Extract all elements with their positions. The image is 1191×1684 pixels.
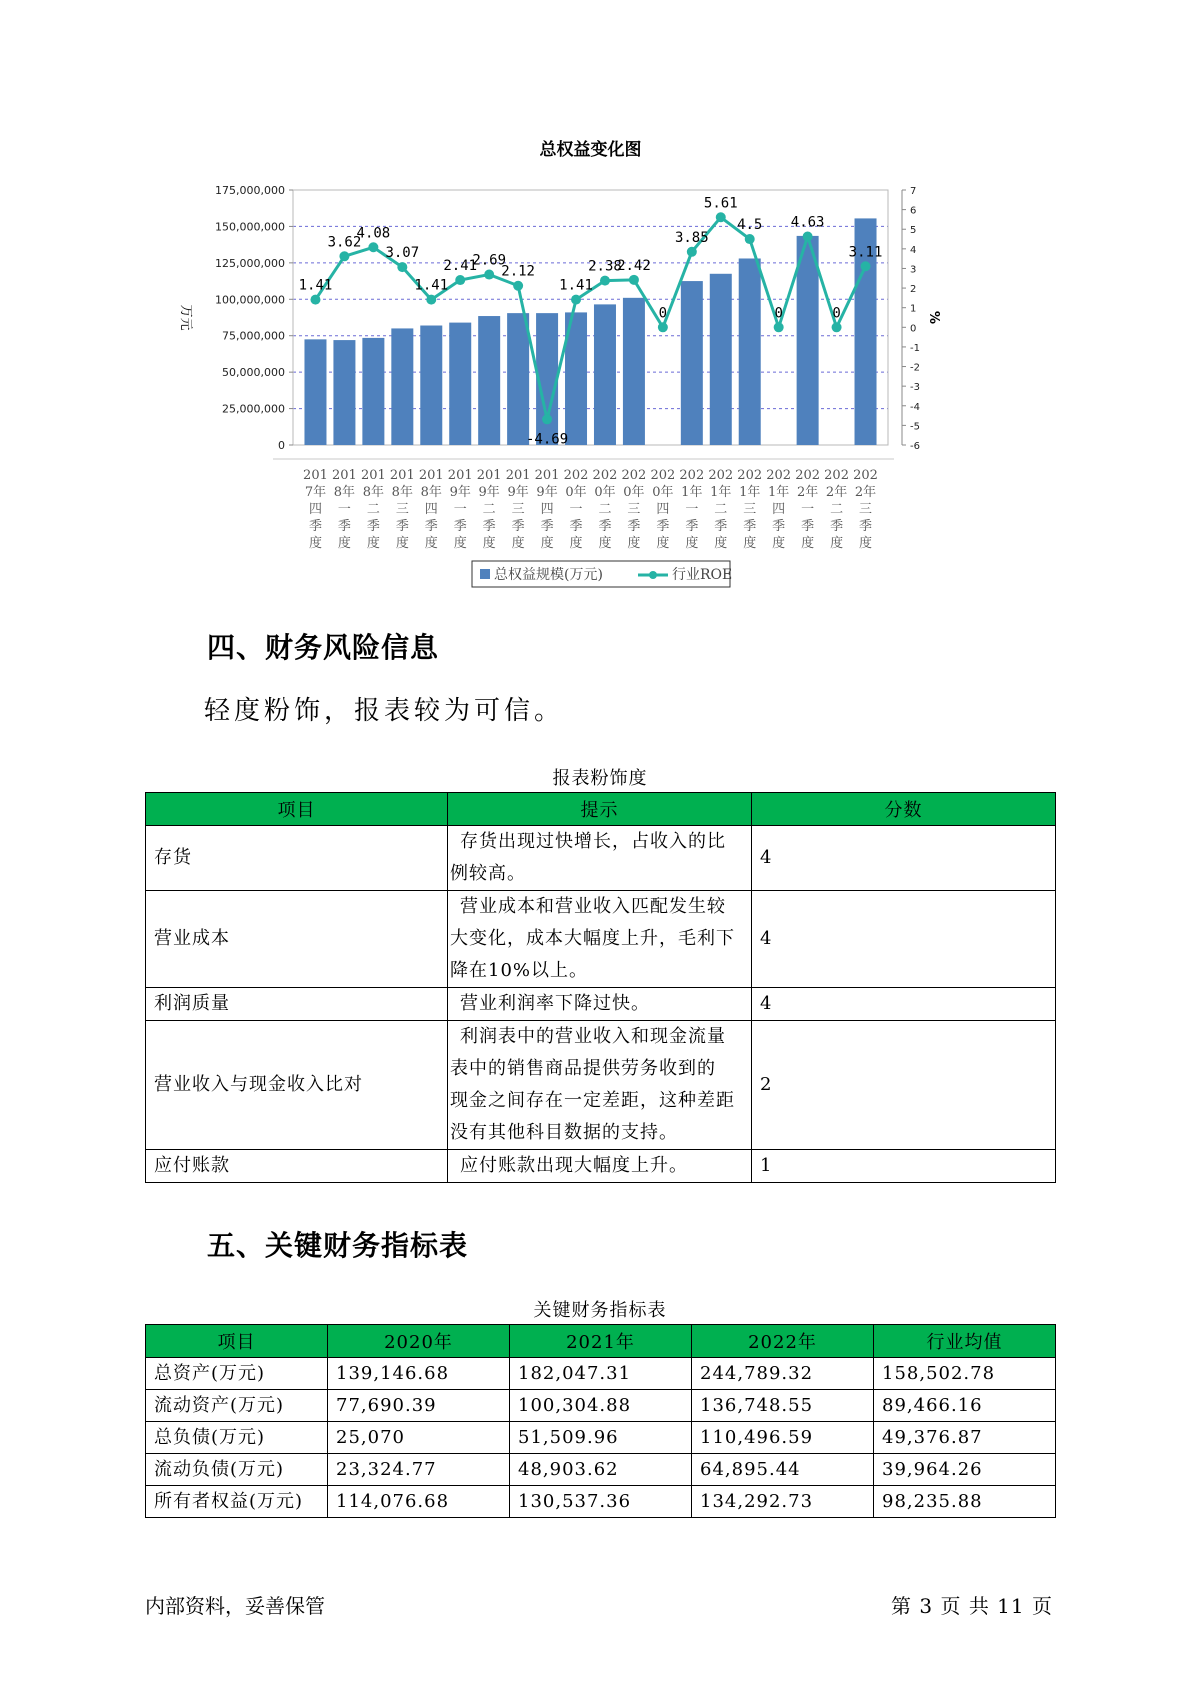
kpi-table bbox=[145, 1324, 1056, 1518]
x-tick-label: 202 bbox=[824, 468, 849, 483]
risk-item: 应付账款 bbox=[146, 1150, 448, 1183]
roe-point bbox=[629, 275, 639, 285]
roe-data-label: 2.69 bbox=[472, 252, 507, 269]
x-tick-label: 季 bbox=[453, 519, 467, 534]
kpi-row bbox=[146, 1358, 1056, 1390]
roe-data-label: 0 bbox=[832, 305, 841, 322]
y-tick-label: 100,000,000 bbox=[215, 293, 285, 307]
x-tick-label: 202 bbox=[592, 468, 618, 483]
kpi-cell: 182,047.31 bbox=[510, 1358, 692, 1390]
kpi-cell: 139,146.68 bbox=[328, 1358, 510, 1390]
risk-table-caption: 报表粉饰度 bbox=[552, 768, 648, 789]
roe-point bbox=[368, 242, 378, 252]
x-tick-label: 2年 bbox=[854, 485, 877, 500]
kpi-cell: 114,076.68 bbox=[328, 1486, 510, 1518]
kpi-cell: 136,748.55 bbox=[692, 1390, 874, 1422]
risk-score: 1 bbox=[752, 1150, 1056, 1183]
equity-bar bbox=[797, 236, 819, 445]
kpi-cell: 48,903.62 bbox=[510, 1454, 692, 1486]
risk-item: 存货 bbox=[146, 826, 448, 891]
kpi-cell: 244,789.32 bbox=[692, 1358, 874, 1390]
roe-point bbox=[600, 276, 610, 286]
roe-point bbox=[397, 262, 407, 272]
y-axis-label: 万元 bbox=[178, 304, 193, 331]
x-tick-label: 0年 bbox=[594, 485, 616, 500]
x-tick-label: 度 bbox=[772, 536, 786, 551]
kpi-cell: 89,466.16 bbox=[874, 1390, 1056, 1422]
legend-line-marker bbox=[649, 571, 657, 579]
risk-row bbox=[146, 891, 1056, 988]
risk-tip-line: 营业利润率下降过快。 bbox=[460, 993, 650, 1014]
x-tick-label: 201 bbox=[332, 468, 357, 483]
kpi-cell: 130,537.36 bbox=[510, 1486, 692, 1518]
roe-point bbox=[803, 231, 813, 241]
kpi-cell: 流动资产(万元) bbox=[146, 1390, 328, 1422]
kpi-cell: 39,964.26 bbox=[874, 1454, 1056, 1486]
kpi-table-caption: 关键财务指标表 bbox=[533, 1300, 667, 1321]
x-tick-label: 0年 bbox=[623, 485, 645, 500]
x-tick-label: 201 bbox=[418, 468, 444, 483]
x-tick-label: 度 bbox=[366, 536, 380, 551]
x-tick-label: 四 bbox=[656, 502, 670, 517]
x-tick-label: 度 bbox=[714, 536, 728, 551]
y2-tick-label: -6 bbox=[910, 441, 920, 452]
x-tick-label: 季 bbox=[308, 519, 322, 534]
x-tick-label: 季 bbox=[772, 519, 786, 534]
risk-tip-line: 没有其他科目数据的支持。 bbox=[450, 1122, 678, 1143]
kpi-cell: 98,235.88 bbox=[874, 1486, 1056, 1518]
risk-item: 营业成本 bbox=[146, 891, 448, 988]
roe-data-label: 5.61 bbox=[703, 195, 738, 212]
x-tick-label: 季 bbox=[598, 519, 612, 534]
x-tick-label: 一 bbox=[685, 502, 699, 517]
roe-data-label: 3.85 bbox=[674, 229, 709, 246]
risk-score: 2 bbox=[752, 1021, 1056, 1150]
x-tick-label: 四 bbox=[540, 502, 554, 517]
x-tick-label: 三 bbox=[395, 502, 409, 517]
kpi-header-cell: 行业均值 bbox=[874, 1325, 1056, 1358]
roe-data-label: 4.08 bbox=[356, 225, 391, 242]
x-tick-label: 二 bbox=[482, 502, 496, 517]
x-tick-label: 季 bbox=[366, 519, 380, 534]
roe-point bbox=[774, 322, 784, 332]
y2-tick-label: 3 bbox=[910, 264, 917, 276]
roe-point bbox=[513, 281, 523, 291]
x-tick-label: 度 bbox=[801, 536, 815, 551]
roe-point bbox=[484, 270, 494, 280]
x-tick-label: 2年 bbox=[796, 485, 819, 500]
y2-tick-label: 4 bbox=[910, 244, 917, 256]
roe-data-label: 2.41 bbox=[443, 258, 478, 275]
x-tick-label: 度 bbox=[830, 536, 844, 551]
risk-row bbox=[146, 1150, 1056, 1183]
x-tick-label: 9年 bbox=[536, 485, 558, 500]
x-tick-label: 度 bbox=[540, 536, 554, 551]
equity-bar bbox=[710, 274, 732, 445]
risk-score: 4 bbox=[752, 891, 1056, 988]
x-tick-label: 三 bbox=[859, 502, 873, 517]
x-tick-label: 201 bbox=[534, 468, 560, 483]
x-tick-label: 三 bbox=[511, 502, 525, 517]
equity-bar bbox=[304, 339, 326, 445]
y-tick-label: 125,000,000 bbox=[215, 256, 285, 270]
x-tick-label: 201 bbox=[360, 468, 386, 483]
x-tick-label: 202 bbox=[708, 468, 734, 483]
kpi-table-header bbox=[146, 1325, 1056, 1358]
y2-tick-label: -5 bbox=[910, 421, 920, 433]
x-tick-label: 9年 bbox=[478, 485, 500, 500]
x-tick-label: 一 bbox=[453, 502, 467, 517]
y2-tick-label: 7 bbox=[910, 186, 917, 197]
x-tick-label: 202 bbox=[650, 468, 676, 483]
x-tick-label: 度 bbox=[598, 536, 612, 551]
footer-note: 内部资料，妥善保管 bbox=[145, 1594, 325, 1618]
x-tick-label: 度 bbox=[627, 536, 641, 551]
risk-tip-line: 现金之间存在一定差距，这种差距 bbox=[450, 1090, 735, 1111]
x-tick-label: 1年 bbox=[768, 485, 790, 500]
kpi-row bbox=[146, 1422, 1056, 1454]
x-tick-label: 季 bbox=[859, 519, 873, 534]
roe-point bbox=[339, 251, 349, 261]
x-tick-label: 1年 bbox=[739, 485, 761, 500]
equity-bar bbox=[594, 304, 616, 445]
roe-data-label: 4.5 bbox=[737, 217, 763, 234]
x-tick-label: 8年 bbox=[333, 485, 356, 500]
risk-tip-line: 存货出现过快增长，占收入的比 bbox=[460, 831, 726, 852]
x-tick-label: 三 bbox=[743, 502, 757, 517]
y2-tick-label: 0 bbox=[910, 323, 917, 335]
roe-data-label: 1.41 bbox=[559, 277, 593, 294]
x-tick-label: 季 bbox=[627, 519, 641, 534]
x-tick-label: 9年 bbox=[507, 485, 529, 500]
x-tick-label: 四 bbox=[308, 502, 322, 517]
x-tick-label: 四 bbox=[424, 502, 438, 517]
roe-point bbox=[455, 275, 465, 285]
risk-tip-line: 降在10%以上。 bbox=[450, 960, 589, 981]
section-4-heading: 四、财务风险信息 bbox=[207, 631, 440, 664]
roe-data-label: 0 bbox=[658, 305, 668, 322]
roe-point bbox=[426, 295, 436, 305]
x-tick-label: 8年 bbox=[362, 485, 385, 500]
legend-bar-swatch bbox=[480, 569, 490, 579]
risk-tip-line: 大变化，成本大幅度上升，毛利下 bbox=[450, 928, 735, 949]
x-tick-label: 二 bbox=[598, 502, 612, 517]
risk-row bbox=[146, 1021, 1056, 1150]
x-tick-label: 2年 bbox=[825, 485, 848, 500]
x-tick-label: 季 bbox=[482, 519, 496, 534]
equity-bar bbox=[478, 316, 500, 445]
risk-row bbox=[146, 826, 1056, 891]
risk-tip bbox=[448, 988, 752, 1021]
kpi-cell: 所有者权益(万元) bbox=[146, 1486, 328, 1518]
risk-score: 4 bbox=[752, 826, 1056, 891]
risk-table bbox=[145, 792, 1056, 1183]
x-tick-label: 202 bbox=[679, 468, 705, 483]
roe-point bbox=[658, 322, 668, 332]
x-tick-label: 度 bbox=[743, 536, 757, 551]
x-tick-label: 四 bbox=[772, 502, 786, 517]
x-tick-label: 季 bbox=[395, 519, 409, 534]
risk-row bbox=[146, 988, 1056, 1021]
x-tick-label: 9年 bbox=[449, 485, 471, 500]
legend-bar-label: 总权益规模(万元) bbox=[494, 567, 603, 583]
risk-tip-line: 利润表中的营业收入和现金流量 bbox=[460, 1026, 726, 1047]
risk-tip-line: 表中的销售商品提供劳务收到的 bbox=[450, 1058, 716, 1079]
x-tick-label: 8年 bbox=[391, 485, 413, 500]
x-tick-label: 202 bbox=[737, 468, 763, 483]
roe-data-label: 3.11 bbox=[848, 244, 883, 261]
header-item: 项目 bbox=[146, 793, 448, 826]
risk-item: 利润质量 bbox=[146, 988, 448, 1021]
x-tick-label: 202 bbox=[795, 468, 821, 483]
x-tick-label: 季 bbox=[801, 519, 815, 534]
x-tick-label: 201 bbox=[447, 468, 473, 483]
y2-axis-label: % bbox=[926, 310, 941, 325]
roe-point bbox=[687, 247, 697, 257]
kpi-row bbox=[146, 1454, 1056, 1486]
equity-bar bbox=[391, 328, 413, 445]
section-4-body: 轻度粉饰，报表较为可信。 bbox=[204, 696, 565, 726]
kpi-cell: 总负债(万元) bbox=[146, 1422, 328, 1454]
header-score: 分数 bbox=[752, 793, 1056, 826]
risk-tip bbox=[448, 1021, 752, 1150]
x-tick-label: 二 bbox=[714, 502, 728, 517]
x-tick-label: 202 bbox=[621, 468, 647, 483]
y2-tick-label: -1 bbox=[910, 342, 920, 354]
x-tick-label: 季 bbox=[540, 519, 554, 534]
kpi-cell: 77,690.39 bbox=[328, 1390, 510, 1422]
risk-tip bbox=[448, 891, 752, 988]
equity-bar bbox=[681, 281, 703, 445]
kpi-cell: 总资产(万元) bbox=[146, 1358, 328, 1390]
equity-bar bbox=[739, 258, 761, 445]
y-tick-label: 50,000,000 bbox=[222, 366, 285, 380]
x-tick-label: 0年 bbox=[652, 485, 674, 500]
x-tick-label: 度 bbox=[308, 536, 322, 551]
x-tick-label: 季 bbox=[743, 519, 757, 534]
y2-tick-label: 2 bbox=[910, 284, 917, 296]
kpi-header-cell: 2021年 bbox=[510, 1325, 692, 1358]
equity-bar bbox=[420, 326, 442, 445]
x-tick-label: 季 bbox=[656, 519, 670, 534]
equity-bar bbox=[507, 313, 529, 445]
x-tick-label: 202 bbox=[563, 468, 589, 483]
x-tick-label: 201 bbox=[389, 468, 415, 483]
roe-data-label: 1.41 bbox=[414, 277, 449, 294]
equity-change-chart bbox=[170, 135, 1040, 595]
kpi-header-cell: 2020年 bbox=[328, 1325, 510, 1358]
x-tick-label: 季 bbox=[511, 519, 525, 534]
y2-tick-label: -4 bbox=[910, 401, 920, 413]
roe-point bbox=[542, 414, 552, 424]
roe-data-label: 2.12 bbox=[501, 263, 535, 280]
x-tick-label: 二 bbox=[830, 502, 844, 517]
x-tick-label: 1年 bbox=[681, 485, 703, 500]
x-tick-label: 度 bbox=[482, 536, 496, 551]
x-tick-label: 0年 bbox=[565, 485, 587, 500]
risk-tip bbox=[448, 1150, 752, 1183]
kpi-cell: 49,376.87 bbox=[874, 1422, 1056, 1454]
y-tick-label: 0 bbox=[278, 439, 285, 452]
x-tick-label: 季 bbox=[424, 519, 438, 534]
x-tick-label: 季 bbox=[337, 519, 351, 534]
risk-tip-line: 应付账款出现大幅度上升。 bbox=[460, 1155, 688, 1176]
x-tick-label: 度 bbox=[656, 536, 670, 551]
x-tick-label: 季 bbox=[714, 519, 728, 534]
x-tick-label: 一 bbox=[337, 502, 351, 517]
kpi-row bbox=[146, 1390, 1056, 1422]
x-tick-label: 季 bbox=[685, 519, 699, 534]
y2-tick-label: -2 bbox=[910, 362, 920, 374]
legend-line-label: 行业ROE bbox=[672, 567, 733, 583]
y2-tick-label: 1 bbox=[910, 303, 917, 315]
equity-bar bbox=[449, 323, 471, 445]
roe-data-label: 4.63 bbox=[790, 214, 825, 231]
x-tick-label: 8年 bbox=[420, 485, 442, 500]
roe-data-label: 2.42 bbox=[617, 257, 651, 274]
roe-data-label: -4.69 bbox=[525, 431, 569, 448]
y2-tick-label: 5 bbox=[910, 225, 917, 237]
x-tick-label: 7年 bbox=[304, 485, 327, 500]
kpi-cell: 64,895.44 bbox=[692, 1454, 874, 1486]
x-tick-label: 三 bbox=[627, 502, 641, 517]
roe-data-label: 1.41 bbox=[298, 277, 333, 294]
y-tick-label: 25,000,000 bbox=[222, 402, 285, 416]
x-tick-label: 201 bbox=[303, 468, 328, 483]
x-tick-label: 202 bbox=[766, 468, 792, 483]
roe-point bbox=[745, 234, 755, 244]
section-5-heading: 五、关键财务指标表 bbox=[207, 1229, 469, 1262]
risk-table-header bbox=[146, 793, 1056, 826]
x-tick-label: 度 bbox=[395, 536, 409, 551]
roe-data-label: 0 bbox=[774, 305, 783, 322]
x-tick-label: 202 bbox=[853, 468, 878, 483]
y2-tick-label: -3 bbox=[910, 382, 920, 394]
kpi-header-cell: 项目 bbox=[146, 1325, 328, 1358]
x-tick-label: 度 bbox=[569, 536, 583, 551]
kpi-cell: 51,509.96 bbox=[510, 1422, 692, 1454]
x-tick-label: 度 bbox=[859, 536, 873, 551]
risk-tip bbox=[448, 826, 752, 891]
equity-bar bbox=[623, 298, 645, 445]
x-tick-label: 度 bbox=[511, 536, 525, 551]
chart-title: 总权益变化图 bbox=[539, 140, 642, 160]
y2-tick-label: 6 bbox=[910, 205, 917, 217]
x-tick-label: 1年 bbox=[710, 485, 732, 500]
roe-point bbox=[310, 295, 320, 305]
risk-item: 营业收入与现金收入比对 bbox=[146, 1021, 448, 1150]
x-tick-label: 季 bbox=[830, 519, 844, 534]
roe-point bbox=[716, 212, 726, 222]
x-tick-label: 度 bbox=[685, 536, 699, 551]
kpi-row bbox=[146, 1486, 1056, 1518]
kpi-cell: 100,304.88 bbox=[510, 1390, 692, 1422]
risk-tip-line: 例较高。 bbox=[450, 863, 526, 884]
y-tick-label: 75,000,000 bbox=[222, 329, 285, 343]
x-tick-label: 度 bbox=[424, 536, 438, 551]
header-tip: 提示 bbox=[448, 793, 752, 826]
risk-tip-line: 营业成本和营业收入匹配发生较 bbox=[460, 896, 726, 917]
roe-point bbox=[832, 322, 842, 332]
kpi-cell: 流动负债(万元) bbox=[146, 1454, 328, 1486]
page-number: 第 3 页 共 11 页 bbox=[891, 1594, 1053, 1618]
roe-data-label: 3.07 bbox=[385, 245, 420, 262]
risk-score: 4 bbox=[752, 988, 1056, 1021]
kpi-cell: 134,292.73 bbox=[692, 1486, 874, 1518]
y-tick-label: 175,000,000 bbox=[215, 184, 285, 197]
roe-point bbox=[571, 295, 581, 305]
x-tick-label: 一 bbox=[569, 502, 583, 517]
x-tick-label: 季 bbox=[569, 519, 583, 534]
roe-data-label: 3.62 bbox=[327, 234, 362, 251]
x-tick-label: 201 bbox=[505, 468, 531, 483]
roe-data-label: 2.38 bbox=[588, 258, 622, 275]
x-tick-label: 度 bbox=[453, 536, 467, 551]
kpi-cell: 110,496.59 bbox=[692, 1422, 874, 1454]
kpi-cell: 23,324.77 bbox=[328, 1454, 510, 1486]
equity-bar bbox=[362, 338, 384, 445]
x-tick-label: 201 bbox=[476, 468, 502, 483]
roe-point bbox=[861, 261, 871, 271]
y-tick-label: 150,000,000 bbox=[215, 220, 285, 234]
x-tick-label: 一 bbox=[801, 502, 815, 517]
kpi-header-cell: 2022年 bbox=[692, 1325, 874, 1358]
kpi-cell: 158,502.78 bbox=[874, 1358, 1056, 1390]
equity-bar bbox=[333, 340, 355, 445]
x-tick-label: 二 bbox=[366, 502, 380, 517]
kpi-cell: 25,070 bbox=[328, 1422, 510, 1454]
x-tick-label: 度 bbox=[337, 536, 351, 551]
